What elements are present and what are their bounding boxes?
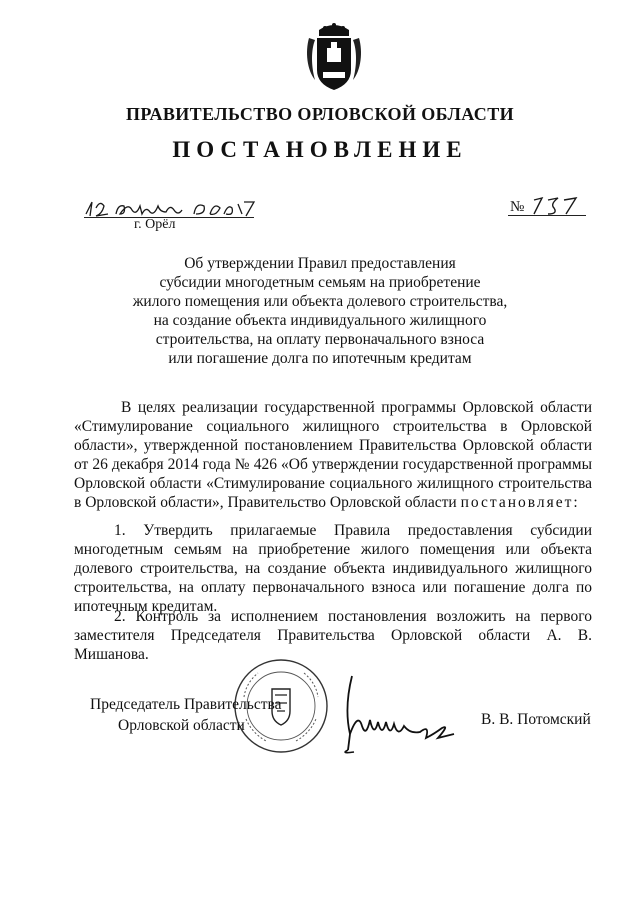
document-subject [120,254,520,368]
clause-1-paragraph: 1. Утвердить прилагаемые Правила предоставления субсидии многодетным семьям на приобретение жилого помещения или объекта долевого строительства, на создание объекта индивидуального жилищного строительства, на оплату первоначального взноса или погашение долга по ипотечным кредитам. [74,522,592,615]
signatory-title-line: Председатель Правительства [90,696,282,713]
clause-2-paragraph: 2. Контроль за исполнением постановления возложить на первого заместителя Председателя Правительства Орловской области А. В. Мишанова. [74,608,592,663]
handwritten-signature [330,668,480,758]
subject-line: на создание объекта индивидуального жилищного [153,312,487,329]
subject-line: или погашение долга по ипотечным кредитам [168,350,472,367]
subject-line: жилого помещения или объекта долевого строительства, [132,293,508,310]
city-label: г. Орёл [134,217,176,232]
subject-line: Об утверждении Правил предоставления [184,255,456,272]
coat-of-arms-emblem [305,22,363,92]
number-underline [508,215,586,216]
subject-line: строительства, на оплату первоначального взноса [155,331,485,348]
signatory-title [90,694,282,736]
preamble-paragraph [74,398,592,512]
government-title: ПРАВИТЕЛЬСТВО ОРЛОВСКОЙ ОБЛАСТИ [125,104,515,124]
preamble-text: В целях реализации государственной программы Орловской области «Стимулирование социального жилищного строительства в Орловской области», утвержденной постановлением Правительства Орловской области от 26 декабря 2014 года № 426 «Об утверждении государственной программы Орловской области «Стимулирование социального жилищного строительства в Орловской области», Правительство Орловской области [74,399,592,511]
number-label: № [510,199,525,215]
document-type-heading: ПОСТАНОВЛЕНИЕ [172,137,468,162]
subject-line: субсидии многодетным семьям на приобретение [159,274,481,291]
signatory-name: В. В. Потомский [481,711,591,728]
signatory-title-line: Орловской области [118,717,245,734]
decree-keyword: постановляет: [460,494,580,511]
